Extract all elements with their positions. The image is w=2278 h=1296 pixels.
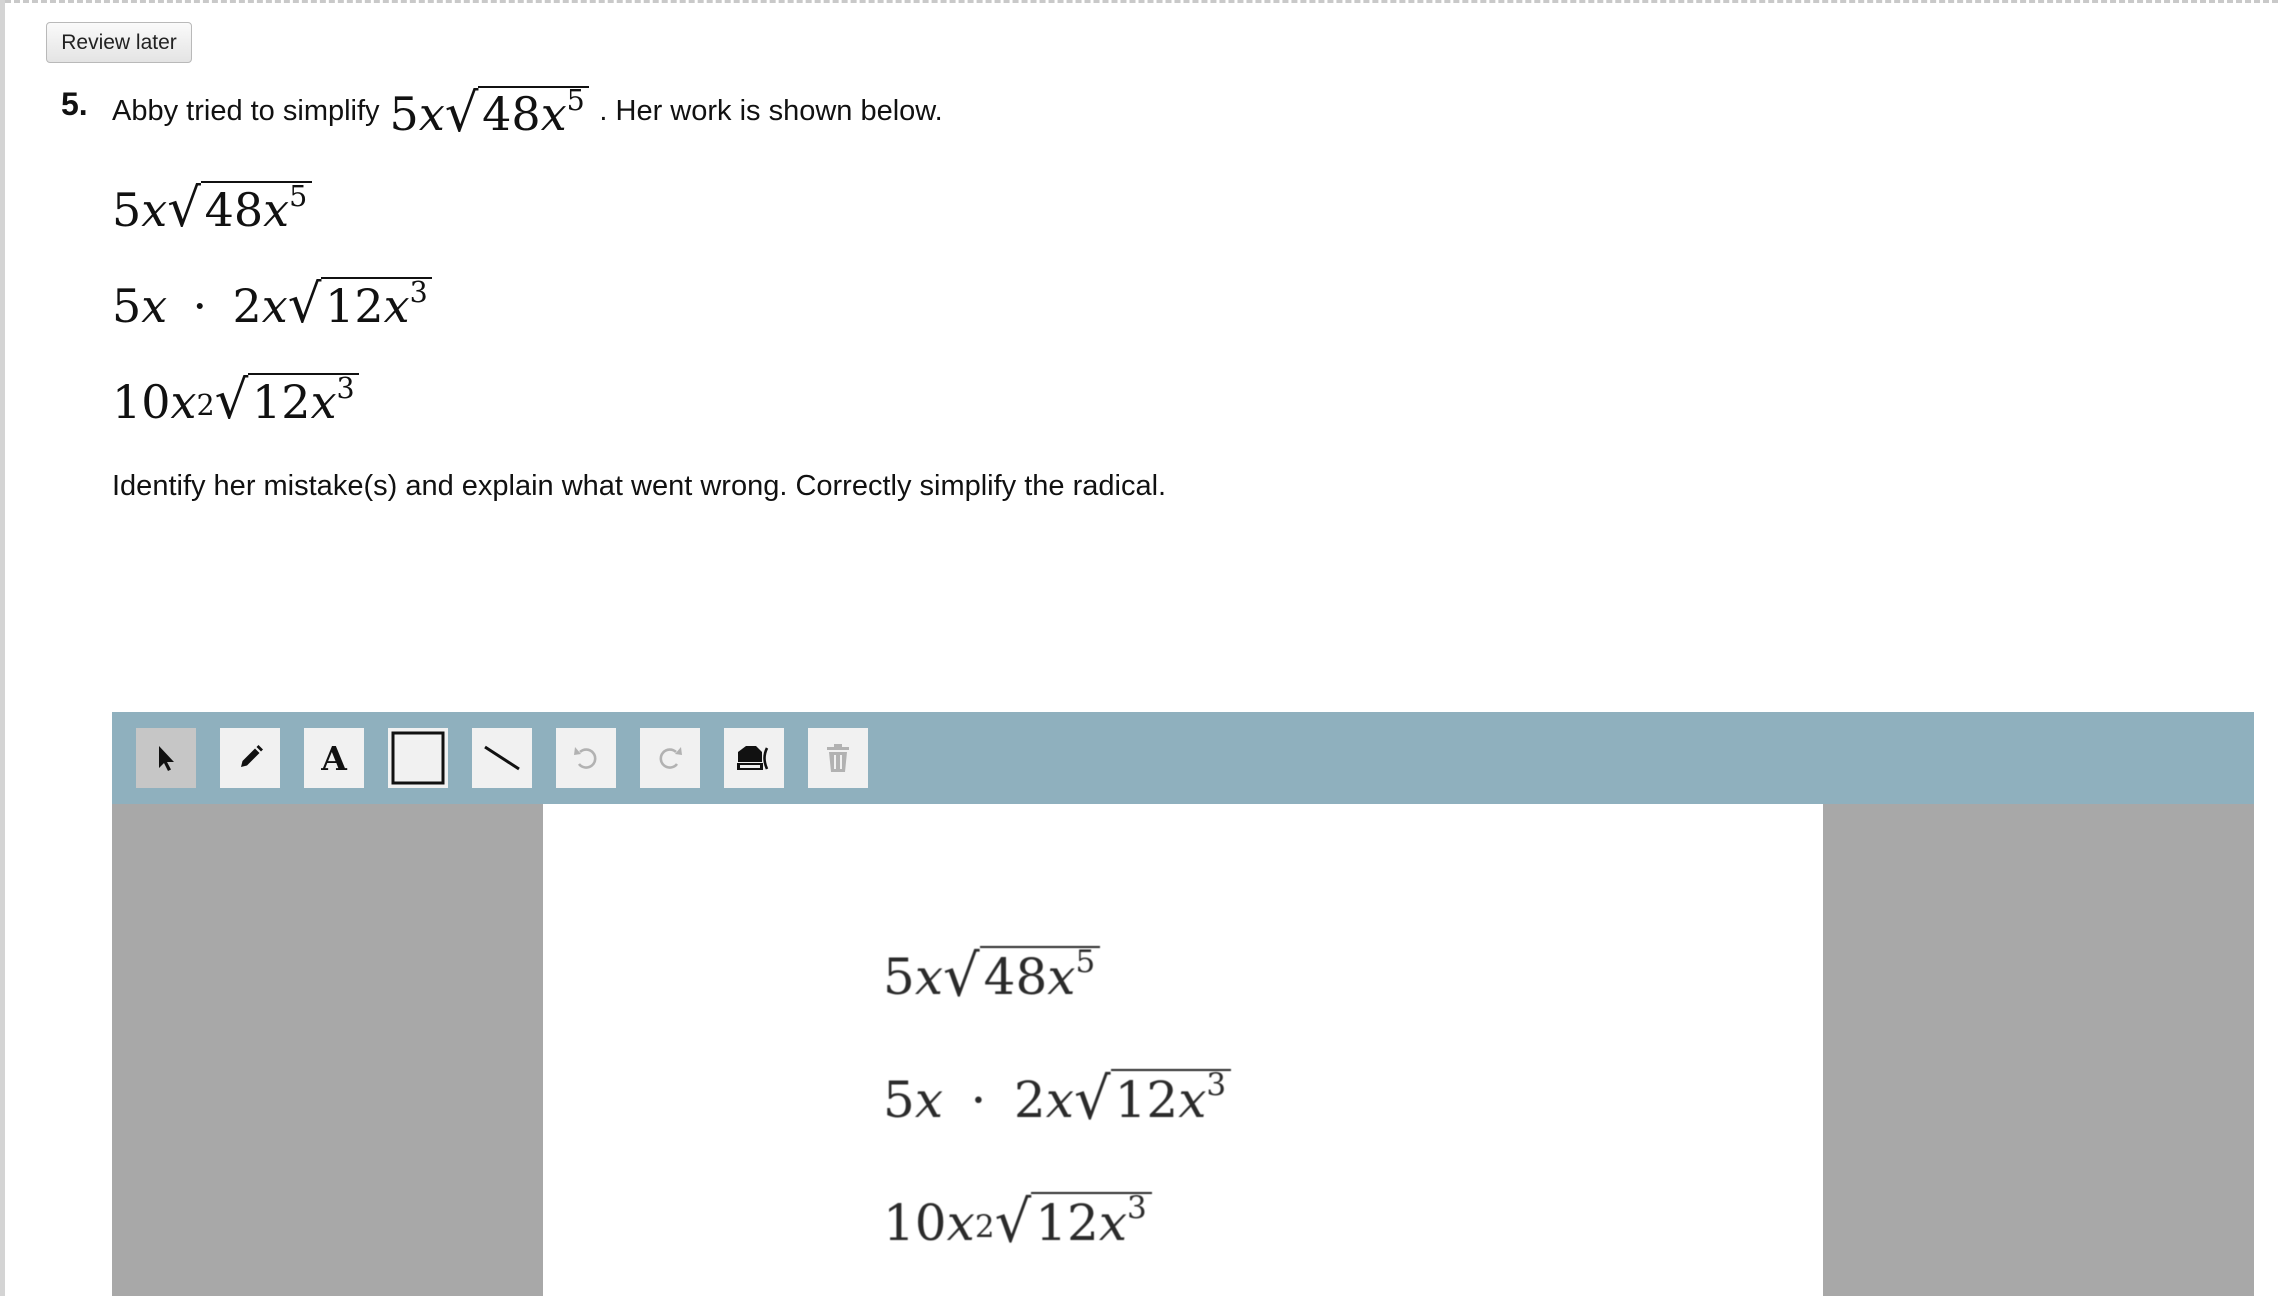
question-instruction: Identify her mistake(s) and explain what went wrong. Correctly simplify the radical. — [112, 470, 1167, 502]
drawing-canvas-area[interactable] — [112, 712, 2254, 1296]
redo-icon — [655, 743, 685, 773]
question-prompt — [112, 76, 943, 146]
delete-button[interactable] — [808, 728, 868, 788]
line-icon — [482, 743, 522, 773]
left-border — [0, 0, 5, 1296]
top-dashed-divider — [5, 0, 2278, 3]
undo-icon — [571, 743, 601, 773]
pencil-icon — [235, 743, 265, 773]
canvas-page[interactable] — [543, 804, 1823, 1296]
work-step-1: 5 x √ $48x^5$ — [112, 180, 312, 233]
drawing-toolbar — [112, 712, 2254, 804]
review-later-button[interactable]: Review later — [46, 22, 192, 63]
eraser-tool-button[interactable] — [724, 728, 784, 788]
pencil-tool-button[interactable] — [220, 728, 280, 788]
pasted-work-step-2: 5 x · 2 x √ $12x^3$ — [883, 1067, 1231, 1125]
undo-button[interactable] — [556, 728, 616, 788]
trash-icon — [824, 742, 852, 774]
radical: √ $48x^5$ — [445, 85, 590, 138]
line-tool-button[interactable] — [472, 728, 532, 788]
text-tool-button[interactable] — [304, 728, 364, 788]
rectangle-tool-button[interactable] — [388, 728, 448, 788]
text-A-icon: A — [321, 738, 347, 778]
rectangle-icon — [390, 730, 446, 786]
question-number: 5. — [61, 86, 88, 122]
prompt-expression: 5 x √ $48x^5$ — [390, 85, 590, 138]
pasted-work-step-1: 5 x √ $48x^5$ — [883, 944, 1100, 1002]
prompt-text-after: . Her work is shown below. — [599, 94, 943, 127]
prompt-text-before: Abby tried to simplify — [112, 94, 380, 127]
redo-button[interactable] — [640, 728, 700, 788]
pasted-work-step-3: 10 x $^2$ √ $12x^3$ — [883, 1190, 1152, 1248]
select-tool-button[interactable] — [136, 728, 196, 788]
cursor-arrow-icon — [153, 743, 179, 773]
eraser-icon — [734, 742, 774, 774]
work-step-2: 5 x · 2 x √ $12x^3$ — [112, 276, 432, 329]
work-step-3: 10 x $^2$ √ $12x^3$ — [112, 372, 359, 425]
